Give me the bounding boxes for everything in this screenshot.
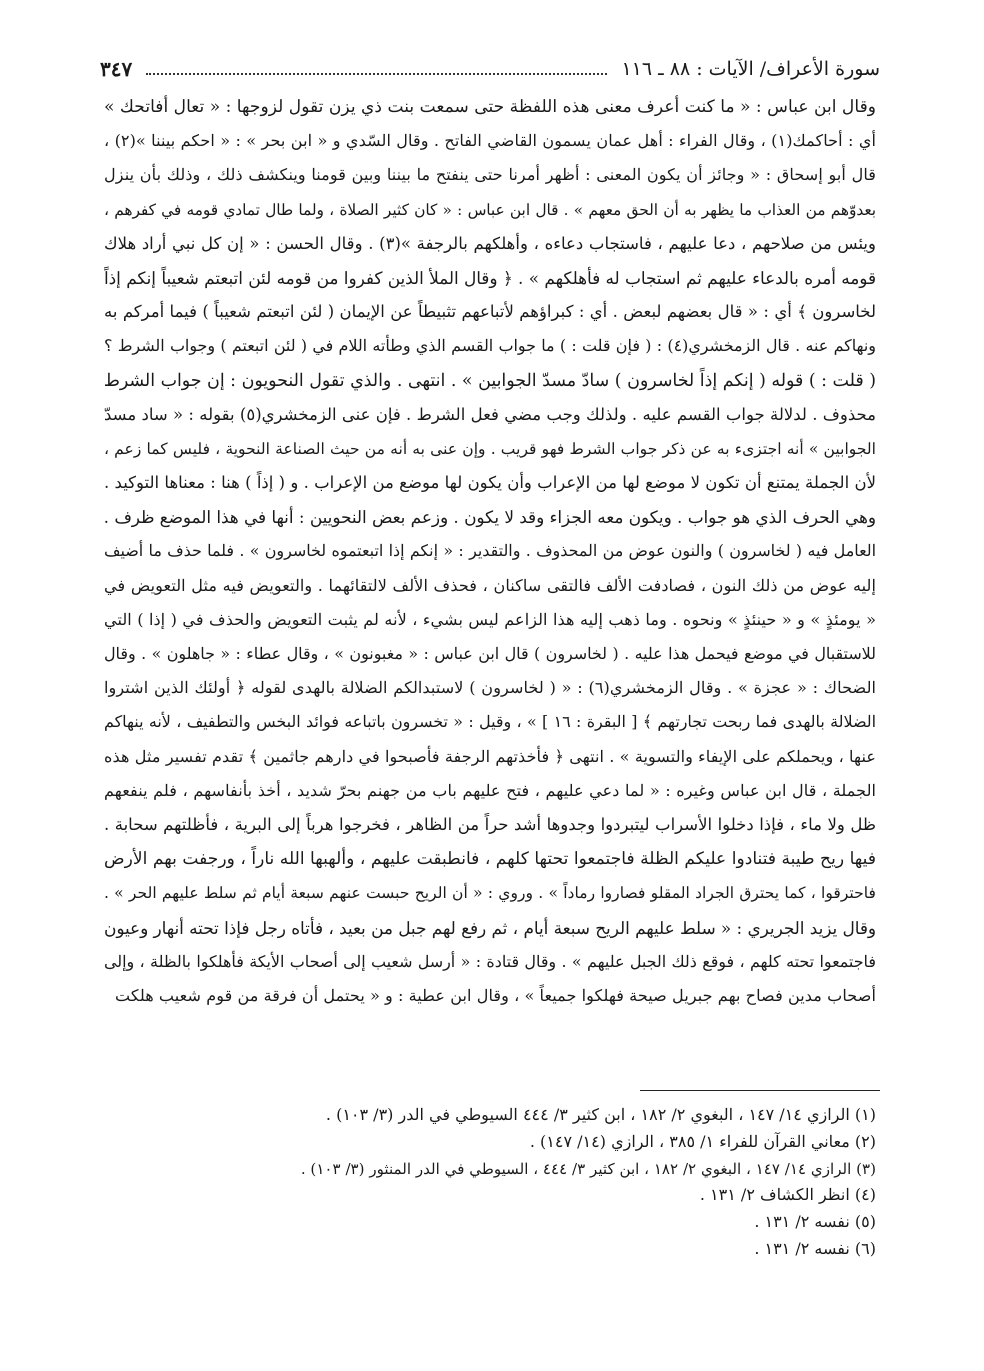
body-line: الضحاك : « عجزة » . وقال الزمخشري(٦) : « ( لخاسرون ) لاستبدالكم الضلالة بالهدى لقوله ﴿ أولئك الذين اشتروا [104,678,876,698]
body-line: فاجتمعوا تحته كلهم ، فوقع ذلك الجبل عليهم » . وقال قتادة : « أرسل شعيب إلى أصحاب الأيكة فأهلكوا بالظلة ، وإلى [104,951,876,971]
footnote: (٦) نفسه ٢/ ١٣١ . [754,1238,876,1258]
footnote: (١) الرازي ١٤/ ١٤٧ ، البغوي ٢/ ١٨٢ ، ابن كثير ٣/ ٤٤٤ السيوطي في الدر (٣/ ١٠٣) . [325,1105,876,1124]
body-line: الضلالة بالهدى فما ربحت تجارتهم ﴾ [ البقرة : ١٦ ] » ، وقيل : « تخسرون باتباعه فوائد البخس والتطفيف ، لأنه ينهاكم [104,712,876,732]
body-line: إليه عوض من ذلك النون ، فصادفت الألف فالتقى ساكنان ، فحذف الألف لالتقائهما . والتعويض فيه مثل التعويض في [104,575,876,595]
header-title: سورة الأعراف/ الآيات : ٨٨ ـ ١١٦ [621,58,880,80]
body-line: للاستقبال في موضع فيحمل هذا عليه . ( لخاسرون ) قال ابن عباس : « مغبونون » ، وقال عطاء : « جاهلون » . وقال [104,644,876,663]
body-line: وهي الحرف الذي هو جواب . ويكون معه الجزاء وقد لا يكون . وزعم بعض النحويين : أنها في هذا الموضع ظرف . [104,507,876,528]
body-line: « يومئذٍ » و « حينئذٍ » ونحوه . وما ذهب إليه هذا الزاعم ليس بشيء ، لأنه لم يثبت التعويض والحذف في ( إذا ) التي [104,609,876,629]
header-leader-dots [146,63,607,75]
body-line: أصحاب مدين فصاح بهم جبريل صيحة فهلكوا جميعاً » ، وقال ابن عطية : و « يحتمل أن فرقة من قوم شعيب هلكت [115,985,876,1005]
body-line: ظل ولا ماء ، فإذا دخلوا الأسراب ليتبردوا وجدوها أشد حراً من الظاهر ، فخرجوا هرباً إلى البرية ، فأظلتهم سحابة . [104,814,876,834]
footnote: (٤) انظر الكشاف ٢/ ١٣١ . [699,1185,876,1205]
footnotes [300,1102,876,1263]
footnote: (٥) نفسه ٢/ ١٣١ . [754,1212,876,1232]
running-header [100,54,880,84]
body-line: بعدوّهم من العذاب ما يظهر به أن الحق معهم » . قال ابن عباس : « كان كثير الصلاة ، ولما طال تمادي قومه في كفرهم ، [104,200,876,219]
body-line: وقال ابن عباس : « ما كنت أعرف معنى هذه اللفظة حتى سمعت بنت ذي يزن تقول لزوجها : « تعال أفاتحك » [104,97,876,117]
body-line: ويئس من صلاحهم ، دعا عليهم ، فاستجاب دعاءه ، وأهلكهم بالرجفة »(٣) . وقال الحسن : « إن كل نبي أراد هلاك [104,233,876,253]
body-line: الجوابين » أنه اجتزىء به عن ذكر جواب الشرط فهو قريب . وإن عنى به أنه من حيث الصناعة النحوية ، فليس كما زعم ، [104,439,876,458]
body-line: لأن الجملة يمتنع أن تكون لا موضع لها من الإعراب وأن يكون لها موضع من الإعراب . و ( إذاً ) هنا : معناها التوكيد . [104,473,876,493]
body-line: محذوف . لدلالة جواب القسم عليه . ولذلك وجب مضي فعل الشرط . فإن عنى الزمخشري(٥) بقوله : « ساد مسدّ [104,404,876,424]
body-text [104,90,876,1013]
body-line: عنها ، ويحملكم على الإيفاء والتسوية » . انتهى ﴿ فأخذتهم الرجفة فأصبحوا في دارهم جاثمين ﴾ تقدم تفسير مثل هذه [104,746,876,766]
body-line: العامل فيه ( لخاسرون ) والنون عوض من المحذوف . والتقدير : « إنكم إذا اتبعتموه لخاسرون » . فلما حذف ما أضيف [104,541,876,561]
body-line: ( قلت : ) قوله ( إنكم إذاً لخاسرون ) سادّ مسدّ الجوابين » . انتهى . والذي تقول النحويون : إن جواب الشرط [104,370,876,391]
footnote: (٢) معاني القرآن للفراء ١/ ٣٨٥ ، الرازي (١٤/ ١٤٧) . [529,1131,876,1151]
body-line: فيها ريح طيبة فتنادوا عليكم الظلة فاجتمعوا تحتها كلهم ، فانطبقت عليهم ، وألهبها الله ناراً ، ورجفت بهم الأرض [104,849,876,870]
body-line: ونهاكم عنه . قال الزمخشري(٤) : ( فإن قلت : ) ما جواب القسم الذي وطأته اللام في ( لئن اتبعتم ) وجواب الشرط ؟ [104,336,876,356]
body-line: لخاسرون ﴾ أي : « قال بعضهم لبعض . أي : كبراؤهم لأتباعهم تثبيطاً عن الإيمان ( لئن اتبعتم شعيباً ) فيما أمركم به [104,302,876,322]
footnote-separator [640,1090,880,1091]
page-number: ٣٤٧ [100,57,133,81]
body-line: وقال يزيد الجريري : « سلط عليهم الريح سبعة أيام ، ثم رفع لهم جبل من بعيد ، فأتاه رجل فإذا تحته أنهار وعيون [104,917,876,938]
body-line: أي : أحاكمك(١) ، وقال الفراء : أهل عمان يسمون القاضي الفاتح . وقال السّدي و « ابن بحر » : « احكم بيننا »(٢) ، [104,131,876,151]
body-line: قال أبو إسحاق : « وجائز أن يكون المعنى : أظهر أمرنا حتى ينفتح ما بيننا وبين قومنا وينكشف ذلك ، وذلك بأن ينزل [104,165,876,185]
body-line: الجملة ، قال ابن عباس وغيره : « لما دعي عليهم ، فتح عليهم باب من جهنم بحرّ شديد ، أخذ بأنفاسهم ، فلم ينفعهم [104,780,876,800]
body-line: فاحترقوا ، كما يحترق الجراد المقلو فصاروا رماداً » . وروي : « أن الريح حبست عنهم سبعة أيام ثم سلط عليهم الحر » . [104,884,876,903]
body-line: قومه أمره بالدعاء عليهم ثم استجاب له فأهلكهم » . ﴿ وقال الملأ الذين كفروا من قومه لئن اتبعتم شعيباً إنكم إذاً [104,267,876,288]
footnote: (٣) الرازي ١٤/ ١٤٧ ، البغوي ٢/ ١٨٢ ، ابن كثير ٣/ ٤٤٤ ، السيوطي في الدر المنثور (٣/ ١٠٣) . [300,1159,876,1178]
